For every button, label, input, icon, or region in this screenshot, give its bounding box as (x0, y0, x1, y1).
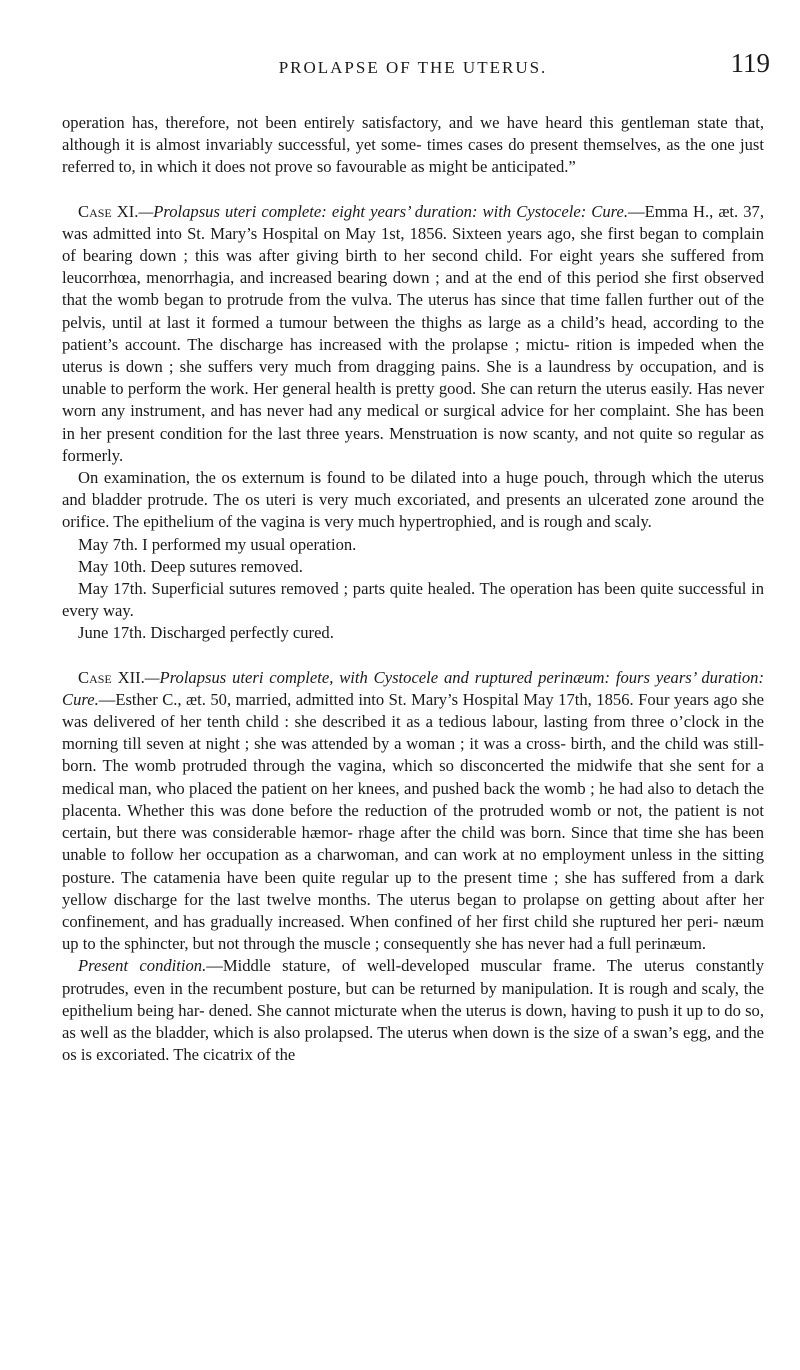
running-head (62, 44, 770, 84)
entry-may-10: May 10th. Deep sutures removed. (78, 556, 303, 576)
page-number: 119 (730, 48, 770, 78)
case-11-text: —Emma H., æt. 37, was admitted into St. Mary’s Hospital on May 1st, 1856. Sixteen years ago, she first began to complain of bearing down ; this was after giving birth to her second child. For eight years she suffered from leucorrhœa, menorrhagia, and increased bearing down ; and at the end of this period she first observed that the womb began to protrude from the vulva. The uterus has since that time fallen further out of the pelvis, until at last it formed a tumour between the thighs as large as a child’s head, according to the patient’s account. The discharge has increased with the prolapse ; mictu- rition is impeded when the uterus is down ; she suffers very much from dragging pains. She is a laundress by occupation, and is unable to perform the work. Her general health is pretty good. She can return the uterus easily. Has never worn any instrument, and has never had any medical or surgical advice for her complaint. She has been in her present condition for the last three years. Menstruation is now scanty, and not quite so regular as formerly. (62, 201, 764, 465)
running-title: PROLAPSE OF THE UTERUS. (278, 58, 548, 77)
present-condition-label: Present condition. (78, 956, 207, 976)
case-11-title: —Prolapsus uteri complete: eight years’ duration: with Cystocele: Cure. (138, 201, 629, 221)
case-12-paragraph (62, 667, 764, 956)
examination-paragraph: On examination, the os externum is found to be dilated into a huge pouch, through which the uterus and bladder protrude. The os uteri is very much excoriated, and presents an ulcerated zone around the orifice. The epithelium of the vagina is very much hypertrophied, and is rough and scaly. (62, 468, 764, 532)
body-text (62, 112, 764, 1066)
paragraph-continuation: operation has, therefore, not been entirely satisfactory, and we have heard this gentleman state that, although it is almost invariably successful, yet some- times cases do present themselves, as the one just referred to, in which it does not prove so favourable as might be anticipated.” (62, 113, 764, 177)
case-11-label: Case XI. (78, 201, 139, 221)
case-12-label: Case XII. (78, 667, 145, 687)
present-condition-paragraph (62, 955, 764, 1066)
present-condition-text: —Middle stature, of well-developed muscular frame. The uterus constantly protrudes, even in the recumbent posture, but can be returned by manipulation. It is rough and scaly, the epithelium being har- dened. She cannot micturate when the uterus is down, having to push it up to do so, as well as the bladder, which is also prolapsed. The uterus when down is the size of a swan’s egg, and the os is excoriated. The cicatrix of the (62, 956, 764, 1065)
entry-may-7: May 7th. I performed my usual operation. (78, 534, 357, 554)
case-12-text: —Esther C., æt. 50, married, admitted into St. Mary’s Hospital May 17th, 1856. Four years ago she was delivered of her tenth child : she described it as a tedious labour, lasting from three o’clock in the morning till seven at night ; she was attended by a woman ; it was a cross- birth, and the child was still-born. The womb protruded through the vagina, which so disconcerted the midwife that she sent for a medical man, who placed the patient on her knees, and pushed back the womb ; he had also to detach the placenta. Whether this was done before the reduction of the protruded womb or not, the patient is not certain, but there was considerable hæmor- rhage after the child was born. Since that time she has been unable to follow her occupation as a charwoman, and can work at no employment unless in the sitting posture. The catamenia have been quite regular up to the present time ; she has suffered from a dark yellow discharge for the last twelve months. The uterus began to prolapse on getting about after her confinement, and has gradually increased. When confined of her first child she ruptured her peri- næum up to the sphincter, but not through the muscle ; consequently she has never had a full perinæum. (62, 689, 764, 954)
book-page (62, 44, 770, 1066)
entry-may-17: May 17th. Superficial sutures removed ; parts quite healed. The operation has been quite successful in every way. (62, 579, 764, 621)
entry-june-17: June 17th. Discharged perfectly cured. (78, 623, 334, 643)
case-12-title: —Prolapsus uteri complete, with Cystocele and ruptured perinæum: fours years’ duration: Cure. (62, 667, 765, 709)
case-11-paragraph (62, 201, 764, 467)
